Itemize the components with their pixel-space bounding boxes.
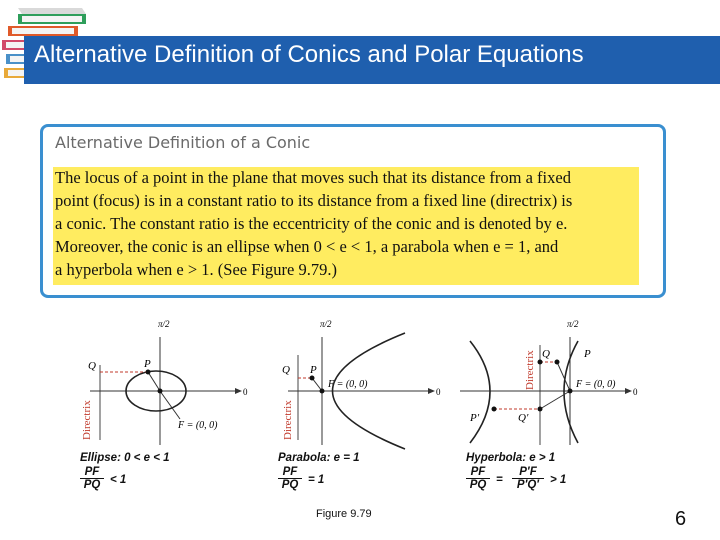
definition-line: The locus of a point in the plane that moves such that its distance from a fixed [55, 168, 571, 187]
definition-line: a conic. The constant ratio is the eccentricity of the conic and is denoted by e. [55, 214, 568, 233]
ratio-relation: = 1 [308, 474, 325, 486]
ratio-numerator: PF [470, 466, 486, 478]
zero-label: 0 [633, 387, 638, 397]
page-number: 6 [675, 508, 687, 530]
ratio-numerator: P′F [519, 466, 537, 478]
point-label: Q [282, 364, 290, 376]
ratio-denominator: PQ [80, 478, 104, 491]
parabola-condition: Parabola: e = 1 [278, 452, 360, 464]
ellipse-condition: Ellipse: 0 < e < 1 [80, 452, 170, 464]
focus-label: F = (0, 0) [178, 420, 218, 431]
definition-heading: Alternative Definition of a Conic [55, 133, 311, 152]
point-label: Q [88, 360, 96, 372]
figure-caption: Figure 9.79 [316, 508, 372, 520]
ratio-numerator: PF [282, 466, 298, 478]
definition-box [40, 124, 666, 298]
zero-label: 0 [243, 387, 248, 397]
ratio-relation: = [496, 474, 503, 486]
ratio-fraction [466, 466, 490, 491]
figure-9-79 [60, 315, 660, 505]
ratio-fraction-2 [512, 466, 544, 491]
pi-over-2-label: π/2 [158, 319, 170, 329]
ratio-denominator: PQ [278, 478, 302, 491]
zero-label: 0 [436, 387, 441, 397]
pi-over-2-label: π/2 [567, 319, 579, 329]
ratio-fraction [278, 466, 302, 491]
ellipse-panel [81, 319, 248, 445]
focus-label: F = (0, 0) [328, 379, 368, 390]
ratio-fraction [80, 466, 104, 491]
point-label: P [144, 358, 151, 370]
focus-label: F = (0, 0) [576, 379, 616, 390]
hyperbola-condition: Hyperbola: e > 1 [466, 452, 556, 464]
hyperbola-left-branch [470, 341, 490, 443]
ratio-relation: > 1 [550, 474, 567, 486]
ratio-relation: < 1 [110, 474, 127, 486]
hyperbola-panel [460, 319, 638, 445]
point-label: Q′ [518, 412, 529, 424]
point-label: P [310, 364, 317, 376]
directrix-label: Directrix [81, 400, 93, 440]
point-label: P′ [470, 412, 480, 424]
point-label: Q [542, 348, 550, 360]
parabola-panel [282, 319, 441, 449]
definition-line: point (focus) is in a constant ratio to its distance from a fixed line (directrix) is [55, 191, 573, 210]
ratio-denominator: PQ [466, 478, 490, 491]
definition-line: a hyperbola when e > 1. (See Figure 9.79.) [55, 260, 337, 279]
directrix-label: Directrix [282, 400, 294, 440]
point-label: P [584, 348, 591, 360]
ratio-numerator: PF [84, 466, 100, 478]
ratio-denominator: P′Q′ [512, 478, 544, 491]
definition-line: Moreover, the conic is an ellipse when 0 < e < 1, a parabola when e = 1, and [55, 237, 559, 256]
directrix-label: Directrix [524, 350, 536, 390]
pi-over-2-label: π/2 [320, 319, 332, 329]
slide-title: Alternative Definition of Conics and Polar Equations [34, 41, 584, 68]
definition-text [53, 167, 639, 285]
